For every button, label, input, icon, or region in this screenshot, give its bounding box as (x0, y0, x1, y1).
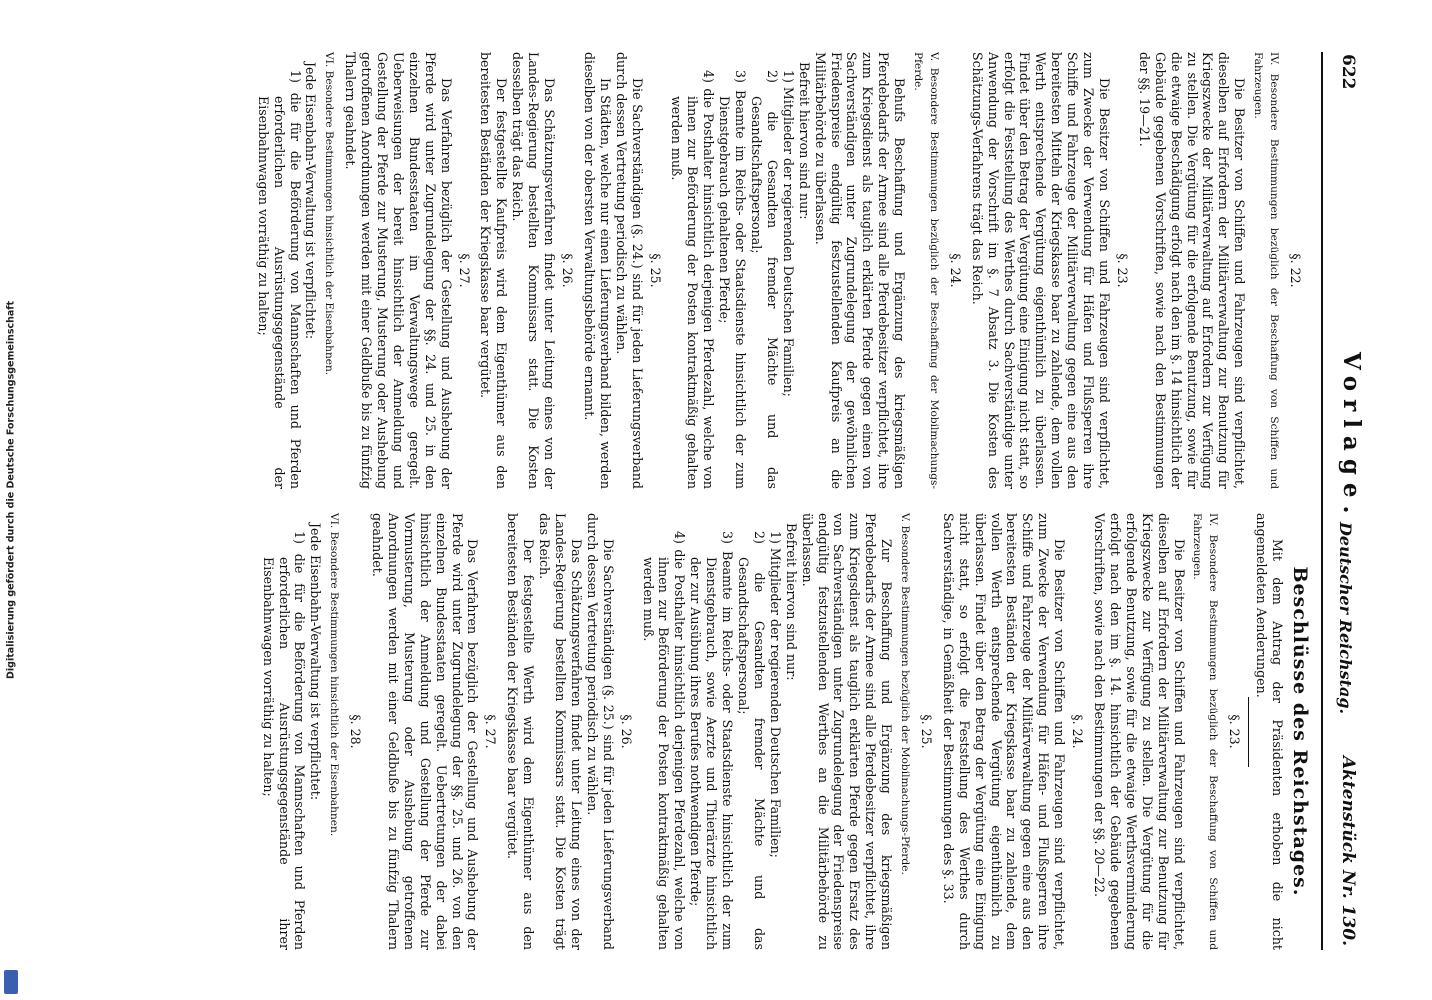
section-number: §. 25. (647, 253, 663, 288)
digitization-stamp (0, 0, 22, 1000)
paragraph: Das Schätzungsverfahren findet unter Leitung eines von der Landes-Regierung bestellten Kommissars statt. Die Kosten trägt das Reich. (537, 513, 584, 950)
section-heading: V. Besondere Bestimmungen bezüglich der Mobilmachungs-Pferde. (899, 513, 912, 875)
section-number: §. 23. (1227, 714, 1243, 749)
stamp-text: Digitalisierung gefördert durch die Deutsche Forschungsgemeinschaft (5, 301, 17, 679)
section-number: §. 22. (1288, 253, 1303, 288)
paragraph: Die Sachverständigen (§. 24.) sind für jeden Lieferungsverband durch dessen Vertretung periodisch zu wählen. (613, 52, 645, 489)
section-number: §. 23. (1114, 253, 1130, 288)
list-item: 1) die für die Beförderung von Mannschaften und Pferden erforderlichen Ausrüstungsgegenstände der Eisenbahnwagen vorräthig zu halten; (255, 70, 303, 489)
paragraph: Behufs Beschaffung und Ergänzung des kriegsmäßigen Pferdebedarfs der Armee sind alle Pferdebesitzer verpflichtet, ihre zum Kriegsdienst als tauglich erklärten Pferde gegen einen von Sachverständigen unter Zugrundelegung der gewöhnlichen Friedenspreise endgültig festzustellenden Kaufpreis an die Militärbehörde zu überlassen. (812, 52, 908, 489)
section-heading: IV. Besondere Bestimmungen bezüglich der Beschaffung von Schiffen und Fahrzeugen. (1191, 513, 1220, 950)
right-column-sections (260, 513, 1243, 950)
publication-title: Deutscher Reichstag. (1336, 522, 1355, 715)
section-number: §. 24. (1070, 714, 1086, 749)
section-number: §. 27. (456, 253, 472, 288)
paragraph: Der festgestellte Werth wird dem Eigenthümer aus den bereitesten Beständen der Kriegskasse baar vergütet. (505, 513, 537, 950)
paragraph: Das Verfahren bezüglich der Gestellung und Aushebung der Pferde wird unter Zugrundelegung der §§. 25. und 26. von den einzelnen Bundesstaaten geregelt. Uebertretungen der dabei hinsichtlich der Anmeldung und Gestellung der Pferde zur Vormusterung, Musterung oder Aushebung getroffenen Anordnungen werden mit einer Geldbuße bis zu fünfzig Thalern geahndet. (370, 513, 481, 950)
right-column-resolutions (255, 513, 1309, 950)
list-item: 1) Mitglieder der regierenden Deutschen Familien; (767, 531, 783, 858)
paragraph: Die Besitzer von Schiffen und Fahrzeugen sind verpflichtet, dieselben auf Erfordern der Militärverwaltung zur Benutzung für Kriegszwecke zur Verfügung zu stellen. Die Vergütung für die erfolgende Benutzung, sowie für die etwaige Werthsverminderung erfolgt nach den im §. 14. hinsichtlich der Gebäude gegebenen Vorschriften, sowie nach den Bestimmungen der §§. 20—22. (1092, 513, 1187, 950)
list-item: 3) Beamte im Reichs- oder Staatsdienste hinsichtlich der zum Dienstgebrauch gehaltenen Pferde; (717, 70, 749, 489)
section-number: §. 28. (348, 714, 364, 749)
section-number: §. 26. (618, 714, 634, 749)
paragraph: In Städten, welche nur einen Lieferungsverband bilden, werden dieselben von der obersten Verwaltungsbehörde ernannt. (581, 52, 613, 489)
paragraph: Jede Eisenbahn-Verwaltung ist verpflichtet: (308, 523, 324, 801)
section-number: §. 27. (483, 714, 499, 749)
section-heading: VI. Besondere Bestimmungen hinsichtlich der Eisenbahnen. (328, 513, 341, 837)
paragraph: Die Besitzer von Schiffen und Fahrzeugen sind verpflichtet, zum Zwecke der Verwendung für Häfen- und Flußsperren ihre Schiffe und Fahrzeuge der Militärverwaltung gegen eine aus den bereitesten Beständen der Kriegskasse baar zu zahlende, dem vollen Werth entsprechende Vergütung eigenthümlich zu überlassen. Findet über den Betrag der Vergütung eine Einigung nicht statt, so erfolgt die Feststellung des Werthes durch Sachverständige, in Gemäßheit der Bestimmungen des §. 33. (940, 513, 1068, 950)
right-column-title: Beschlüsse des Reichstages. (1289, 566, 1311, 897)
list-item: 3) Beamte im Reichs- oder Staatsdienste hinsichtlich der zum Dienstgebrauch, sowie Aerzte und Thierärzte hinsichtlich der zur Ausübung ihres Berufes nothwendigen Pferde; (688, 531, 736, 950)
paragraph: Befreit hiervon sind nur: (783, 523, 799, 681)
divider (1248, 697, 1249, 767)
list-item: 4) die Posthalter hinsichtlich derjenigen Pferdezahl, welche von ihnen zur Beförderung der Posten kontraktmäßig gehalten werden muß. (669, 70, 717, 489)
section-number: §. 26. (560, 253, 576, 288)
paragraph: Der festgestellte Kaufpreis wird dem Eigenthümer aus den bereitesten Beständen der Kriegskasse baar vergütet. (478, 52, 510, 489)
right-column-intro: Mit dem Antrag der Präsidenten erhoben die nicht angemeldeten Aenderungen. (1254, 513, 1286, 950)
paragraph: Die Besitzer von Schiffen und Fahrzeugen sind verpflichtet, dieselben auf Erfordern der Militärverwaltung zur Benutzung für Kriegszwecke der Militärverwaltung auf Erfordern zur Verfügung zu stellen. Die Vergütung für die erfolgende Benutzung, sowie für die etwaige Beschädigung erfolgt nach den im §. 14 hinsichtlich der Gebäude gegebenen Vorschriften, sowie nach den Bestimmungen der §§. 19—21. (1136, 52, 1248, 489)
section-number: §. 25. (918, 714, 934, 749)
section-heading: IV. Besondere Bestimmungen bezüglich der Beschaffung von Schiffen und Fahrzeugen. (1252, 52, 1281, 489)
section-heading: V. Besondere Bestimmungen bezüglich der Beschaffung der Mobilmachungs-Pferde. (912, 52, 940, 489)
scanned-page (51, 20, 1381, 980)
list-item: 1) die für die Beförderung von Mannschaften und Pferden erforderlichen Ausrüstungsgegenstände ihrer Eisenbahnwagen vorräthig zu halten; (260, 531, 308, 950)
list-item: 4) die Posthalter hinsichtlich derjenigen Pferdezahl, welche von ihnen zur Beförderung der Posten kontraktmäßig gehalten werden muß. (640, 531, 688, 950)
paragraph: Zur Beschaffung und Ergänzung des kriegsmäßigen Pferdebedarfs der Armee sind alle Pferdebesitzer verpflichtet, ihre zum Kriegsdienst als tauglich erklärten Pferde gegen Ersatz des von Sachverständigen unter Zugrundelegung der Friedenspreise endgültig festzustellenden Werthes an die Militärbehörde zu überlassen. (799, 513, 895, 950)
paragraph: Das Verfahren bezüglich der Gestellung und Aushebung der Pferde wird unter Zugrundelegung der §§. 24. und 25. in den einzelnen Bundesstaaten im Verwaltungswege geregelt. Ueberweisungen der bereit hinsichtlich der Anmeldung und Gestellung der Pferde zur Musterung, Musterung oder Aushebung getroffenen Anordnungen werden mit einer Geldbuße bis zu fünfzig Thalern geahndet. (343, 52, 454, 489)
list-item: 1) Mitglieder der regierenden Deutschen Familien; (780, 70, 796, 397)
two-column-body (255, 52, 1309, 950)
section-number: §. 24. (947, 253, 963, 288)
paragraph: Das Schätzungsverfahren findet unter Leitung eines von der Landes-Regierung bestellten Kommissars statt. Die Kosten desselben trägt das Reich. (510, 52, 558, 489)
left-column-draft (255, 52, 1309, 489)
paragraph: Die Sachverständigen (§. 25.) sind für jeden Lieferungsverband durch dessen Vertretung periodisch zu wählen. (584, 513, 616, 950)
paragraph: Jede Eisenbahn-Verwaltung ist verpflichtet: (303, 62, 319, 340)
list-item: 2) die Gesandten fremder Mächte und das Gesandtschaftspersonal; (736, 531, 767, 950)
page-header (1321, 52, 1365, 950)
paragraph: Die Besitzer von Schiffen und Fahrzeugen sind verpflichtet, zum Zwecke der Verwendung für Häfen und Flußsperren ihre Schiffe und Fahrzeuge der Militärverwaltung gegen eine aus den bereitesten Mitteln der Kriegskasse baar zu zahlende, dem vollen Werth entsprechende Vergütung eigenthümlich zu überlassen. Findet über den Betrag der Vergütung eine Einigung nicht statt, so erfolgt die Feststellung des Werthes durch Sachverständige unter Anwendung der Vorschrift im §. 7 Absatz 3. Die Kosten des Schätzungs-Verfahrens trägt das Reich. (969, 52, 1113, 489)
document-reference: Aktenstück Nr. 130. (1338, 755, 1358, 946)
section-heading: VI. Besondere Bestimmungen hinsichtlich der Eisenbahnen. (323, 52, 336, 376)
list-item: 2) die Gesandten fremder Mächte und das Gesandtschaftspersonal; (749, 70, 780, 489)
left-column-title: Vorlage. (1338, 352, 1365, 522)
page-number: 622 (1338, 54, 1358, 90)
dfg-logo-icon (4, 970, 18, 994)
paragraph: Befreit hiervon sind nur: (796, 62, 812, 220)
